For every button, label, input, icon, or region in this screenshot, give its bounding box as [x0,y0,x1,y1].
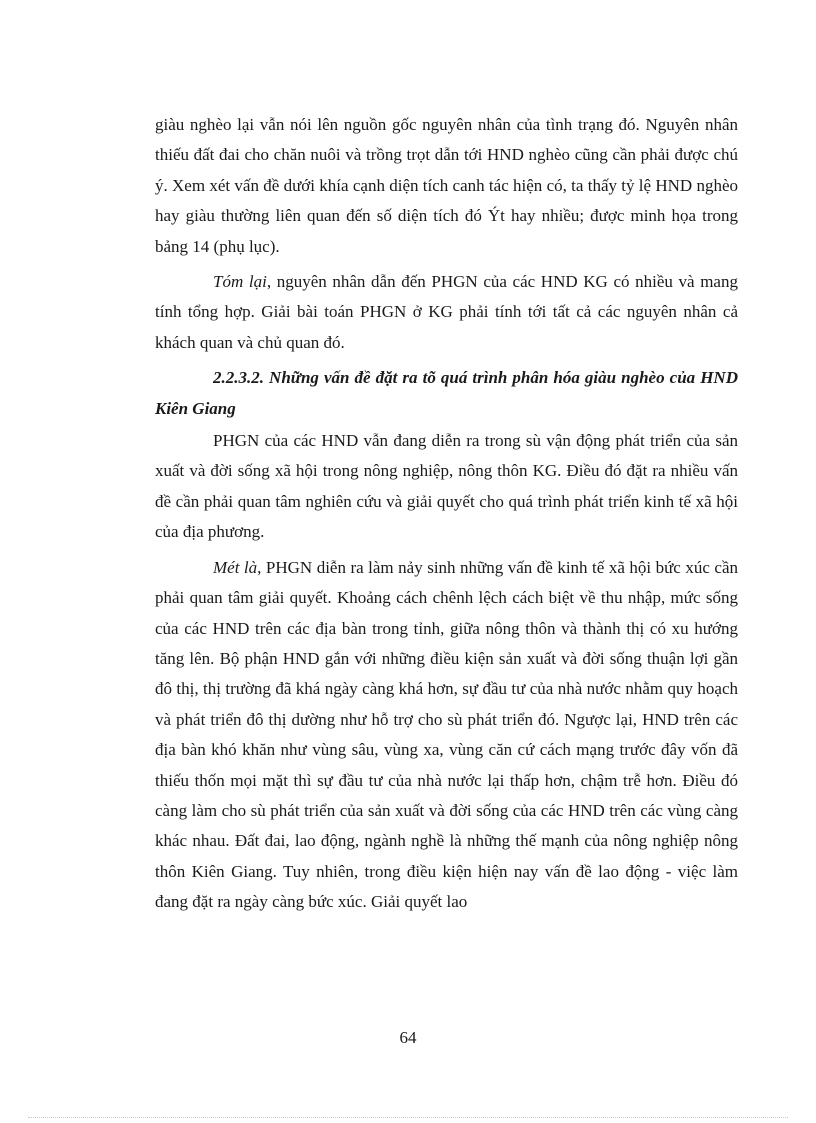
paragraph-4 [155,553,738,918]
paragraph-2 [155,267,738,358]
page-number: 64 [399,1028,417,1047]
page-bottom-divider [28,1117,788,1118]
lead-phrase: Tóm lại [213,272,267,292]
paragraph-text: , nguyên nhân dẫn đến PHGN của các HND KG có nhiều và mang tính tổng hợp. Giải bài toán PHGN ở KG phải tính tới tất cả các nguyên nhân cả khách quan và chủ quan đó. [155,272,738,352]
section-heading: 2.2.3.2. Những vấn đề đặt ra tõ quá trình phân hóa giàu nghèo của HND Kiên Giang [155,368,738,418]
page-content [155,110,738,918]
paragraph-3: PHGN của các HND vẫn đang diễn ra trong sù vận động phát triển của sản xuất và đời sống xã hội trong nông nghiệp, nông thôn KG. Điều đó đặt ra nhiều vấn đề cần phải quan tâm nghiên cứu và giải quyết cho quá trình phát triển kinh tế xã hội của địa phương. [155,431,738,542]
paragraph-text: , PHGN diễn ra làm nảy sinh những vấn đề kinh tế xã hội bức xúc cần phải quan tâm giải quyết. Khoảng cách chênh lệch cách biệt về thu nhập, mức sống của các HND trên các địa bàn trong tỉnh, giữa nông thôn và thành thị có xu hướng tăng lên. Bộ phận HND gắn với những điều kiện sản xuất và đời sống thuận lợi gần đô thị, thị trường đã khá ngày càng khá hơn, sự đầu tư của nhà nước nhằm quy hoạch và phát triển đô thị dường như hỗ trợ cho sù phát triển đó. Ngược lại, HND trên các địa bàn khó khăn như vùng sâu, vùng xa, vùng căn cứ cách mạng trước đây vốn đã thiếu thốn mọi mặt thì sự đầu tư của nhà nước lại thấp hơn, chậm trễ hơn. Điều đó càng làm cho sù phát triển của sản xuất và đời sống của các HND trên các vùng càng khác nhau. Đất đai, lao động, ngành nghề là những thế mạnh của nông nghiệp nông thôn Kiên Giang. Tuy nhiên, trong điều kiện hiện nay vấn đề lao động - việc làm đang đặt ra ngày càng bức xúc. Giải quyết lao [155,557,738,912]
paragraph-1: giàu nghèo lại vẫn nói lên nguồn gốc nguyên nhân của tình trạng đó. Nguyên nhân thiếu đất đai cho chăn nuôi và trồng trọt dẫn tới HND nghèo cũng cần phải được chú ý. Xem xét vấn đề dưới khía cạnh diện tích canh tác hiện có, ta thấy tỷ lệ HND nghèo hay giàu thường liên quan đến số diện tích đó Ýt hay nhiều; được minh họa trong bảng 14 (phụ lục). [155,115,738,256]
lead-phrase: Mét là [213,557,258,577]
